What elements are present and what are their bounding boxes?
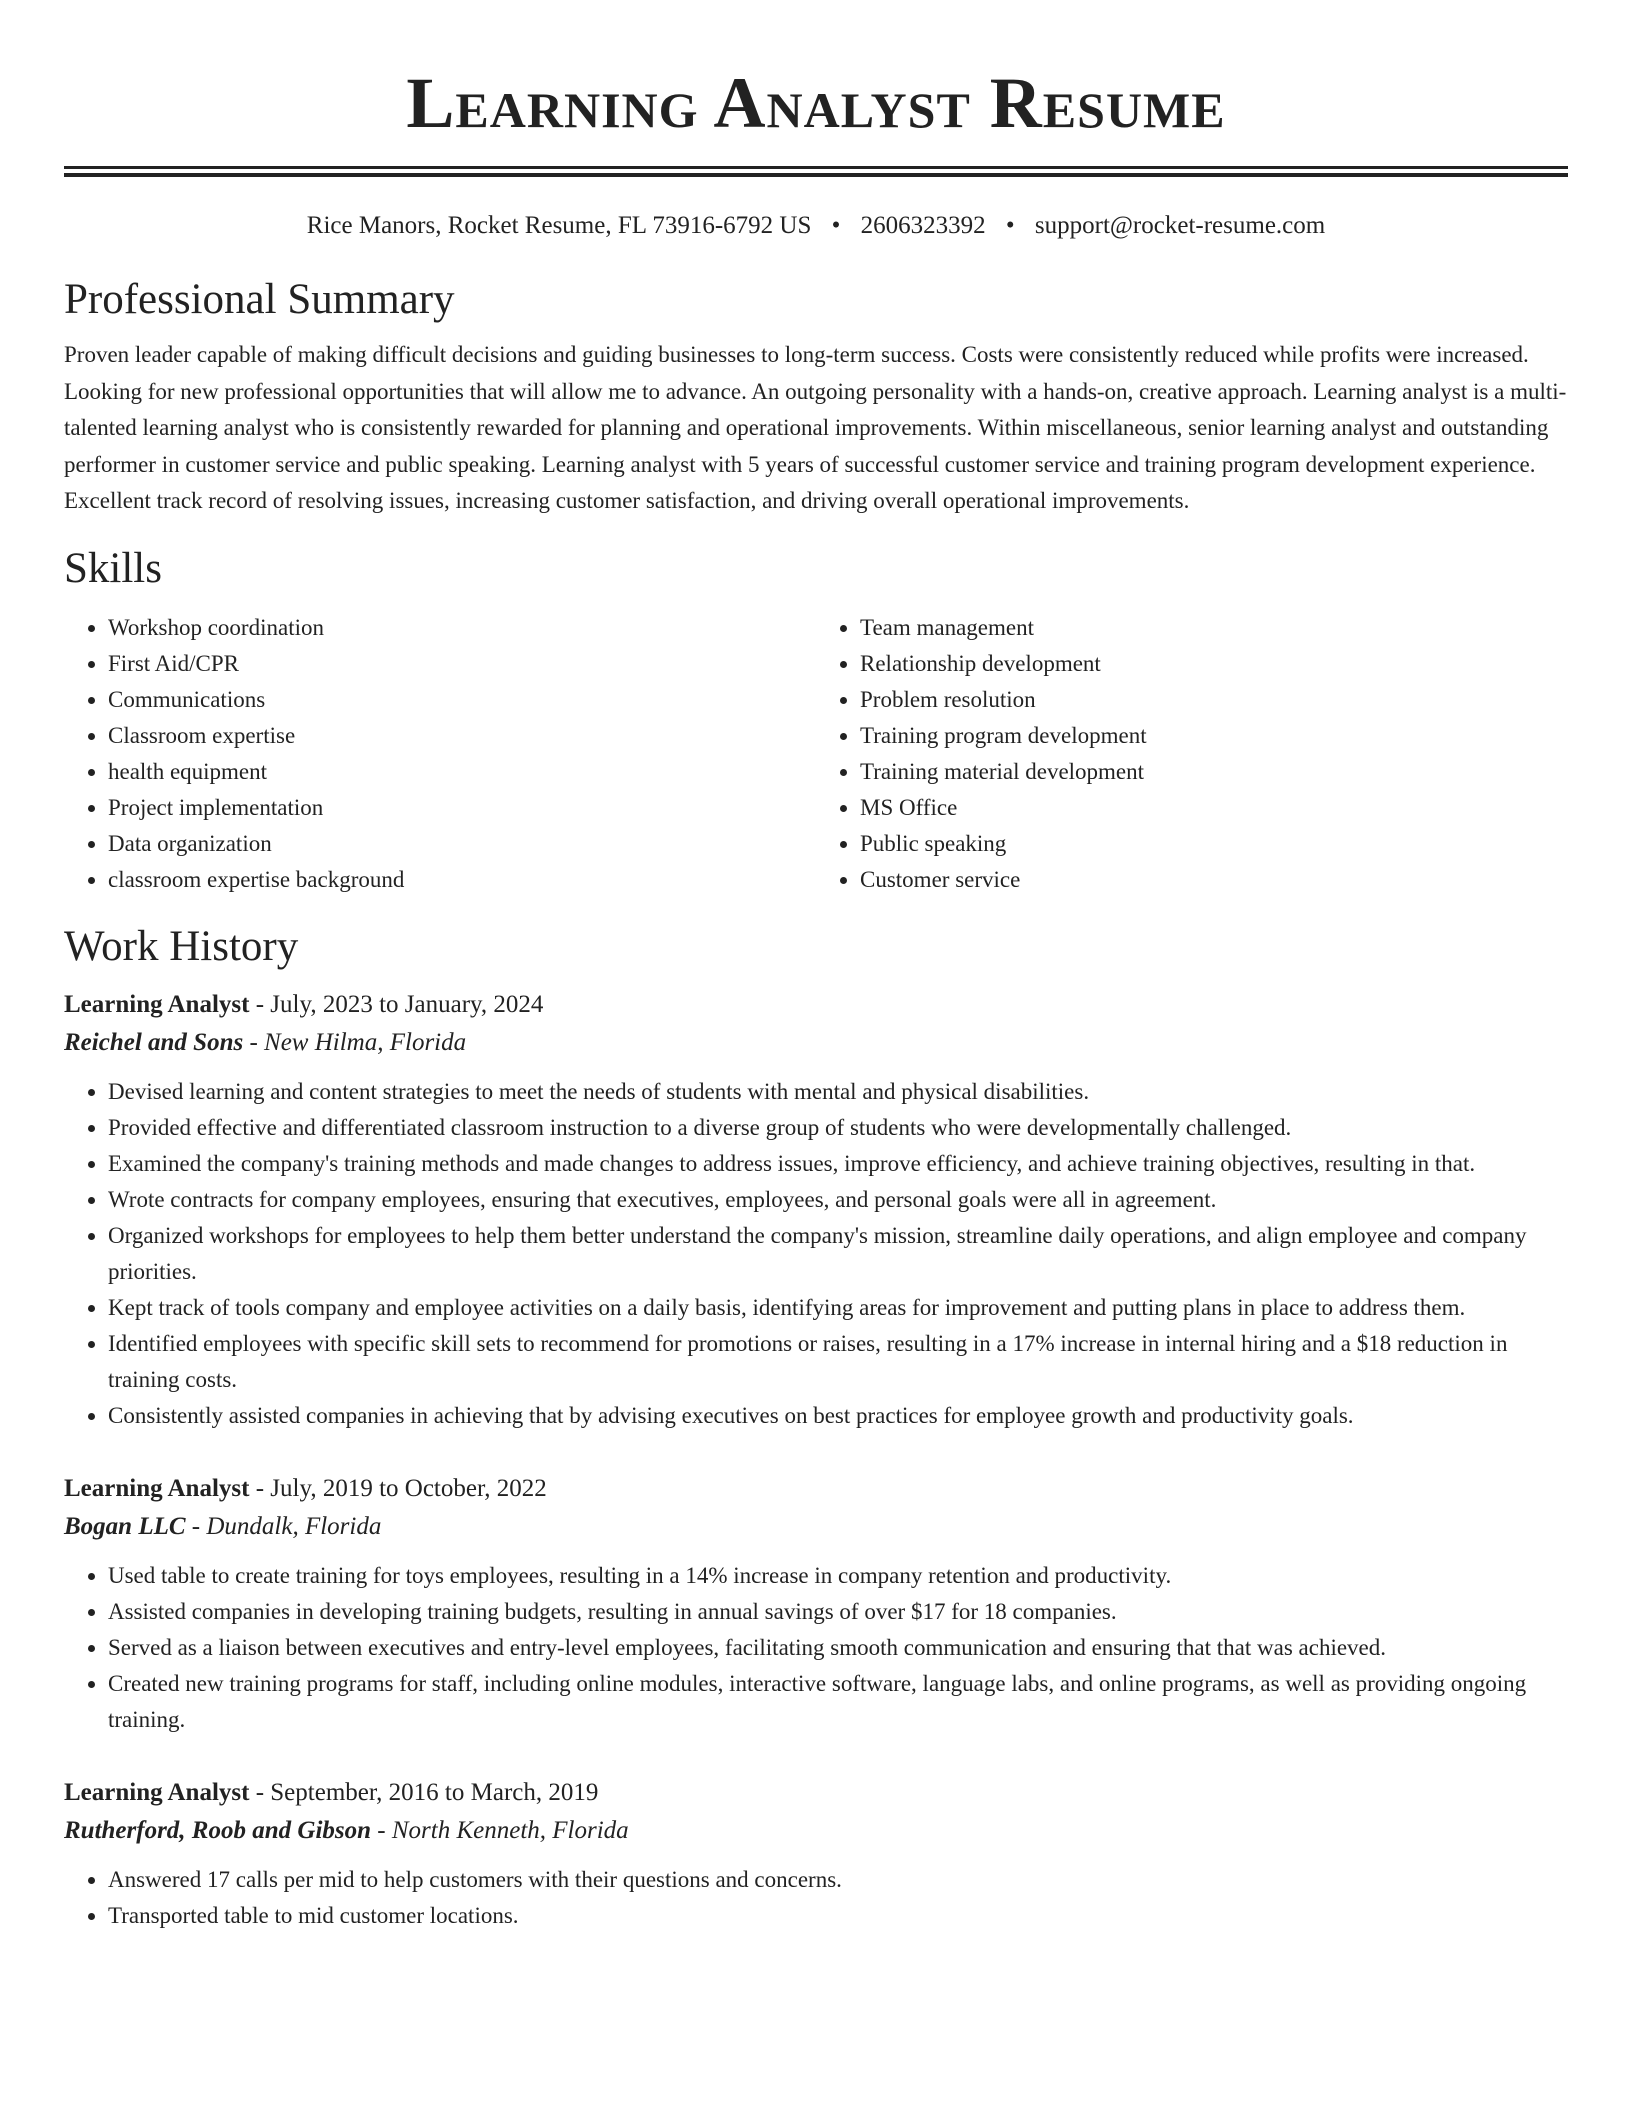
- job-entry: [64, 1470, 1568, 1738]
- job-bullet: • Transported table to mid customer locations.: [108, 1898, 1568, 1934]
- skill-item: • Training program development: [860, 718, 1568, 754]
- work-history-heading: Work History: [64, 922, 299, 970]
- job-bullet: • Organized workshops for employees to help them better understand the company's mission, streamline daily operations, and align employee and company priorities.: [108, 1218, 1568, 1290]
- skill-item: • Training material development: [860, 754, 1568, 790]
- skills-section: [64, 544, 1568, 898]
- job-role: Learning Analyst: [64, 1778, 250, 1806]
- job-company: Rutherford, Roob and Gibson: [64, 1816, 372, 1844]
- contact-address: Rice Manors, Rocket Resume, FL 73916-6792 US: [306, 212, 812, 239]
- job-header: [64, 986, 1568, 1024]
- job-dates: - September, 2016 to March, 2019: [249, 1778, 599, 1806]
- skill-item: • classroom expertise background: [108, 862, 816, 898]
- job-role: Learning Analyst: [64, 1474, 250, 1502]
- skill-item: • Data organization: [108, 826, 816, 862]
- skills-grid: [64, 610, 1568, 898]
- job-role: Learning Analyst: [64, 990, 250, 1018]
- job-bullet: • Examined the company's training methods and made changes to address issues, improve efficiency, and achieve training objectives, resulting in that.: [108, 1146, 1568, 1182]
- job-header: [64, 1774, 1568, 1812]
- job-bullet: • Answered 17 calls per mid to help customers with their questions and concerns.: [108, 1862, 1568, 1898]
- job-bullet: • Served as a liaison between executives and entry-level employees, facilitating smooth communication and ensuring that that was achieved.: [108, 1630, 1568, 1666]
- job-bullet: • Devised learning and content strategies to meet the needs of students with mental and physical disabilities.: [108, 1074, 1568, 1110]
- contact-email: support@rocket-resume.com: [1034, 212, 1326, 239]
- skill-item: • Classroom expertise: [108, 718, 816, 754]
- summary-text: Proven leader capable of making difficult decisions and guiding businesses to long-term success. Costs were consistently reduced while profits were increased. Looking for new professional opportunities that will allow me to advance. An outgoing personality with a hands-on, creative approach. Learning analyst is a multi-talented learning analyst who is consistently rewarded for planning and operational improvements. Within miscellaneous, senior learning analyst and outstanding performer in customer service and public speaking. Learning analyst with 5 years of successful customer service and training program development experience. Excellent track record of resolving issues, increasing customer satisfaction, and driving overall operational improvements.: [64, 342, 1567, 514]
- job-location: - Dundalk, Florida: [185, 1512, 382, 1540]
- job-bullet: • Provided effective and differentiated classroom instruction to a diverse group of students who were developmentally challenged.: [108, 1110, 1568, 1146]
- job-bullet: • Assisted companies in developing training budgets, resulting in annual savings of over $17 for 18 companies.: [108, 1594, 1568, 1630]
- job-bullet: • Kept track of tools company and employee activities on a daily basis, identifying areas for improvement and putting plans in place to address them.: [108, 1290, 1568, 1326]
- skill-item: • Communications: [108, 682, 816, 718]
- work-history-section: [64, 922, 1568, 1934]
- skills-heading: Skills: [64, 544, 162, 592]
- contact-line: [64, 211, 1568, 241]
- skill-item: • Problem resolution: [860, 682, 1568, 718]
- job-bullets: [64, 1074, 1568, 1434]
- job-company: Bogan LLC: [64, 1512, 186, 1540]
- job-company-line: [64, 1812, 1568, 1850]
- job-bullet: • Used table to create training for toys employees, resulting in a 14% increase in company retention and productivity.: [108, 1558, 1568, 1594]
- resume-title: Learning Analyst Resume: [406, 63, 1226, 143]
- job-bullets: [64, 1862, 1568, 1934]
- skill-item: • Workshop coordination: [108, 610, 816, 646]
- job-bullet: • Identified employees with specific skill sets to recommend for promotions or raises, resulting in a 17% increase in internal hiring and a $18 reduction in training costs.: [108, 1326, 1568, 1398]
- job-bullet: • Consistently assisted companies in achieving that by advising executives on best practices for employee growth and productivity goals.: [108, 1398, 1568, 1434]
- job-dates: - July, 2023 to January, 2024: [249, 990, 544, 1018]
- job-header: [64, 1470, 1568, 1508]
- skills-right-column: [816, 610, 1568, 898]
- job-dates: - July, 2019 to October, 2022: [249, 1474, 547, 1502]
- job-bullet: • Created new training programs for staff, including online modules, interactive software, language labs, and online programs, as well as providing ongoing training.: [108, 1666, 1568, 1738]
- skill-item: • Relationship development: [860, 646, 1568, 682]
- skill-item: • MS Office: [860, 790, 1568, 826]
- job-entry: [64, 986, 1568, 1434]
- job-entry: [64, 1774, 1568, 1934]
- contact-phone: 2606323392: [860, 212, 986, 239]
- contact-separator: •: [1005, 212, 1015, 239]
- skill-item: • Project implementation: [108, 790, 816, 826]
- job-location: - New Hilma, Florida: [243, 1028, 467, 1056]
- skill-item: • Team management: [860, 610, 1568, 646]
- job-company-line: [64, 1508, 1568, 1546]
- job-bullets: [64, 1558, 1568, 1738]
- contact-separator: •: [831, 212, 841, 239]
- skill-item: • Customer service: [860, 862, 1568, 898]
- job-bullet: • Wrote contracts for company employees, ensuring that executives, employees, and personal goals were all in agreement.: [108, 1182, 1568, 1218]
- skill-item: • Public speaking: [860, 826, 1568, 862]
- job-company: Reichel and Sons: [64, 1028, 244, 1056]
- skills-left-column: [64, 610, 816, 898]
- skill-item: • First Aid/CPR: [108, 646, 816, 682]
- summary-section: [64, 275, 1568, 520]
- job-company-line: [64, 1024, 1568, 1062]
- skill-item: • health equipment: [108, 754, 816, 790]
- summary-heading: Professional Summary: [64, 276, 455, 323]
- job-location: - North Kenneth, Florida: [371, 1816, 629, 1844]
- title-divider: [64, 166, 1568, 177]
